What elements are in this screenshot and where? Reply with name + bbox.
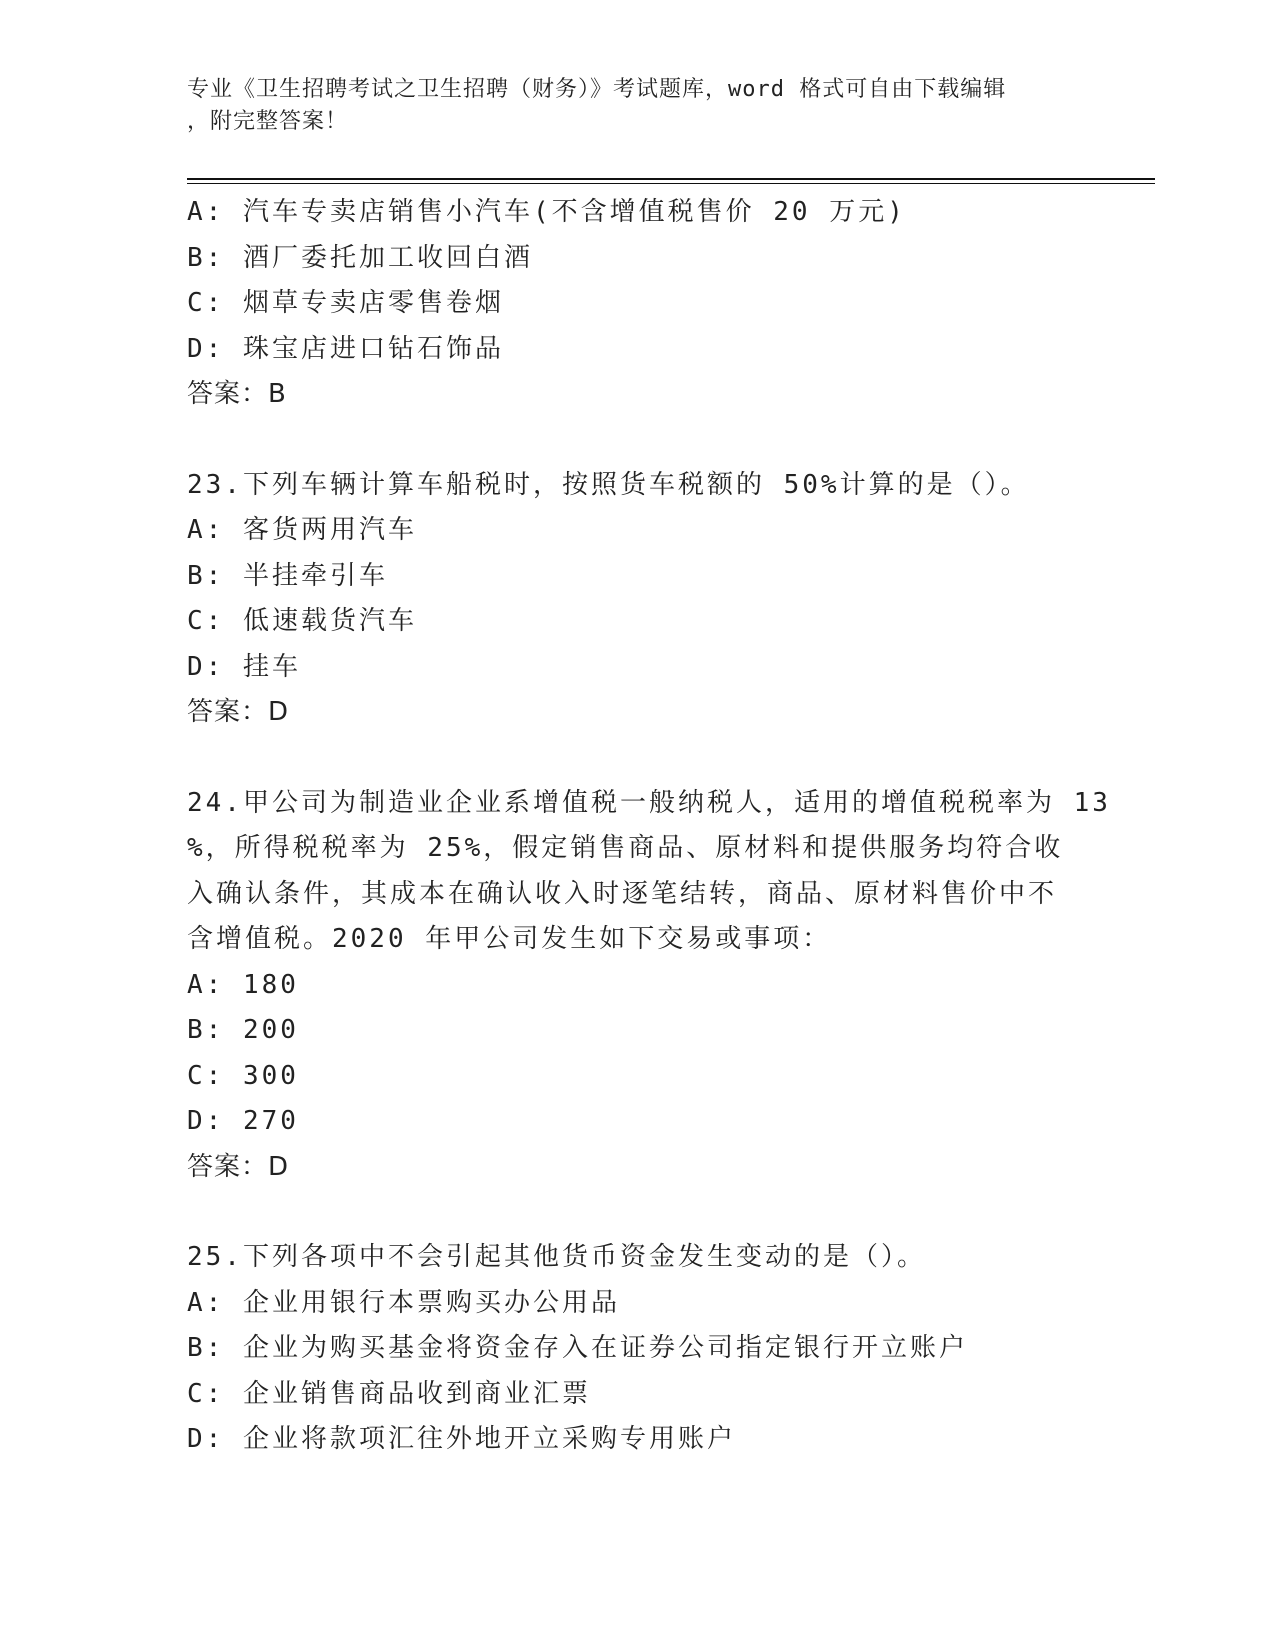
option-a: A: 客货两用汽车	[187, 515, 417, 545]
option-b: B: 200	[187, 1015, 299, 1045]
question-stem: 23.下列车辆计算车船税时，按照货车税额的 50%计算的是（）。	[187, 469, 1030, 500]
question-stem-line-1: 24.甲公司为制造业企业系增值税一般纳税人，适用的增值税税率为 13	[187, 787, 1111, 818]
question-25	[187, 1235, 1087, 1463]
question-22	[187, 190, 1087, 418]
option-c: C: 低速载货汽车	[187, 606, 417, 636]
option-d: D: 珠宝店进口钻石饰品	[187, 333, 504, 364]
question-24	[187, 781, 1111, 1191]
header-divider-thin	[187, 183, 1155, 184]
question-stem-line-3: 入确认条件，其成本在确认收入时逐笔结转，商品、原材料售价中不	[187, 878, 1058, 909]
question-stem: 25.下列各项中不会引起其他货币资金发生变动的是（）。	[187, 1242, 926, 1272]
option-b: B: 半挂牵引车	[187, 560, 388, 591]
header-line-1: 专业《卫生招聘考试之卫生招聘（财务）》考试题库，word 格式可自由下载编辑	[187, 77, 1007, 102]
option-c: C: 企业销售商品收到商业汇票	[187, 1378, 591, 1409]
option-b: B: 酒厂委托加工收回白酒	[187, 242, 533, 273]
header-line-2: ，附完整答案！	[187, 109, 349, 134]
answer: 答案：D	[187, 1151, 290, 1182]
option-b: B: 企业为购买基金将资金存入在证券公司指定银行开立账户	[187, 1333, 968, 1363]
answer: 答案：D	[187, 697, 290, 727]
question-list	[187, 190, 1111, 1463]
option-c: C: 300	[187, 1060, 299, 1091]
header-divider-thick	[187, 178, 1155, 180]
question-stem-line-4: 含增值税。2020 年甲公司发生如下交易或事项：	[187, 924, 832, 954]
question-23	[187, 463, 1087, 736]
document-header	[187, 74, 1087, 138]
option-a: A: 企业用银行本票购买办公用品	[187, 1287, 620, 1318]
option-d: D: 挂车	[187, 651, 301, 682]
question-stem-line-2: %，所得税税率为 25%，假定销售商品、原材料和提供服务均符合收	[187, 833, 1064, 863]
option-d: D: 270	[187, 1106, 299, 1136]
option-d: D: 企业将款项汇往外地开立采购专用账户	[187, 1424, 736, 1454]
answer: 答案：B	[187, 379, 287, 409]
option-a: A: 汽车专卖店销售小汽车(不含增值税售价 20 万元)	[187, 197, 906, 227]
option-a: A: 180	[187, 969, 299, 1000]
option-c: C: 烟草专卖店零售卷烟	[187, 288, 504, 318]
